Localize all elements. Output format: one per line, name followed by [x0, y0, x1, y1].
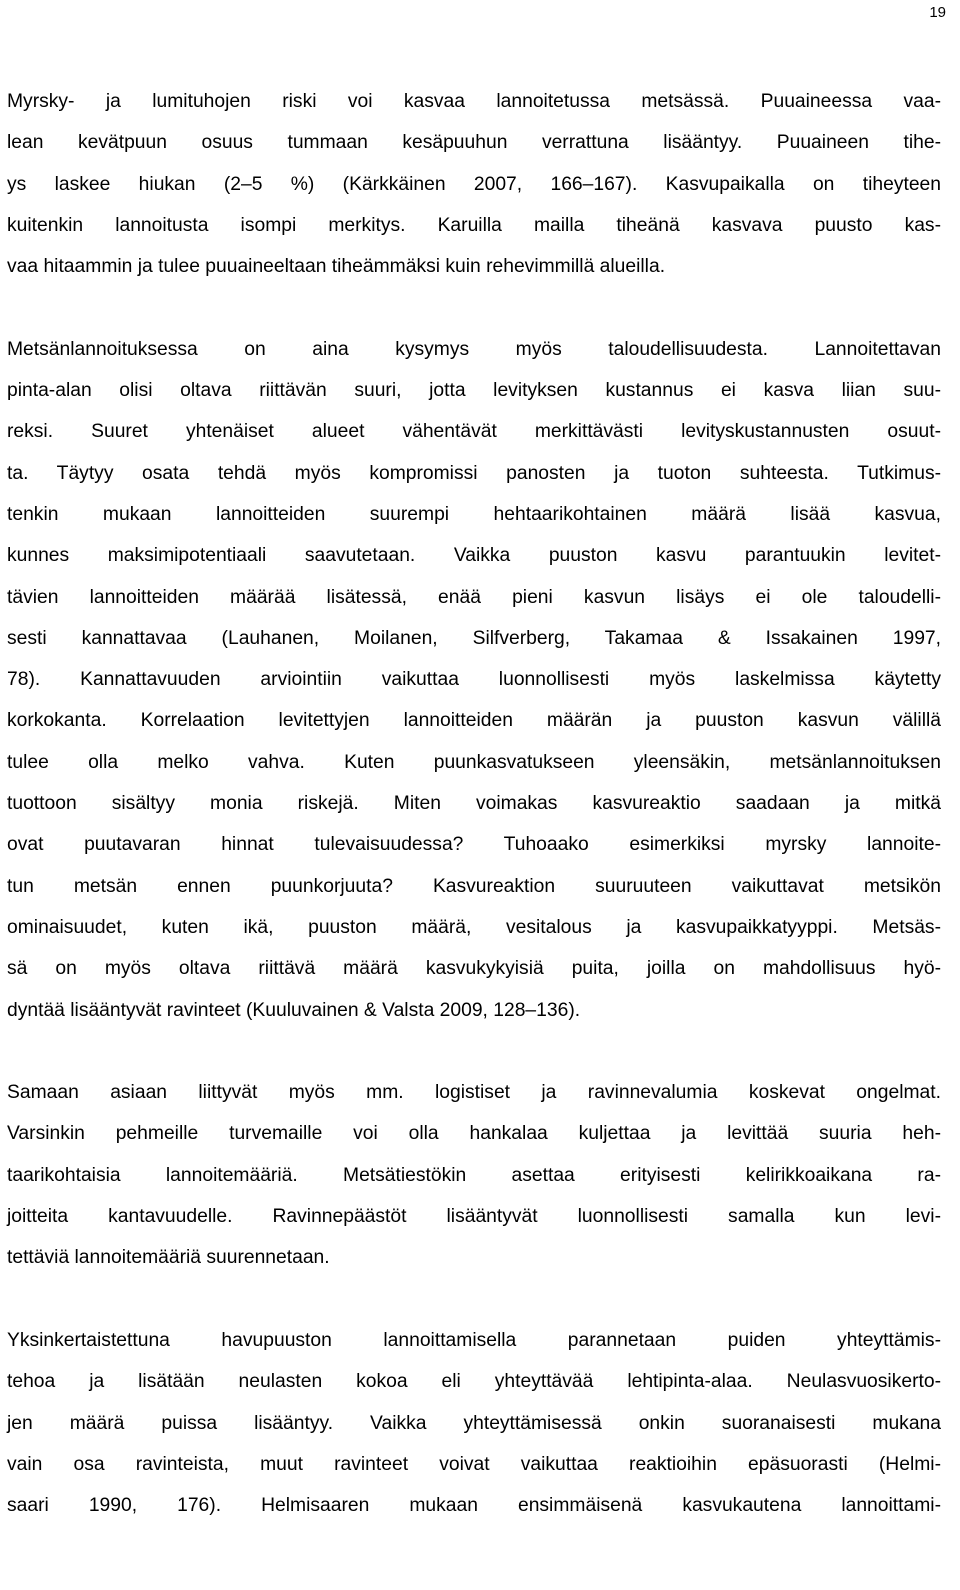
- text-line: dyntää lisääntyvät ravinteet (Kuuluvainen & Valsta 2009, 128–136).: [7, 999, 581, 1021]
- text-line: reksi. Suuret yhtenäiset alueet vähentävät merkittävästi levityskustannusten osuut-: [7, 421, 941, 443]
- text-line: pinta-alan olisi oltava riittävän suuri, jotta levityksen kustannus ei kasva liian suu-: [7, 380, 941, 402]
- text-line: vain osa ravinteista, muut ravinteet voivat vaikuttaa reaktioihin epäsuorasti (Helmi-: [7, 1453, 941, 1475]
- text-line: tenkin mukaan lannoitteiden suurempi hehtaarikohtainen määrä lisää kasvua,: [7, 503, 941, 525]
- text-line: ta. Täytyy osata tehdä myös kompromissi panosten ja tuoton suhteesta. Tutkimus-: [7, 462, 941, 484]
- text-line: ovat puutavaran hinnat tulevaisuudessa? Tuhoaako esimerkiksi myrsky lannoite-: [7, 834, 941, 856]
- page-number: 19: [929, 4, 946, 21]
- text-line: Varsinkin pehmeille turvemaille voi olla hankalaa kuljettaa ja levittää suuria heh-: [7, 1123, 941, 1145]
- paragraph-spacer: [7, 1279, 941, 1320]
- text-line: tuottoon sisältyy monia riskejä. Miten voimakas kasvureaktio saadaan ja mitkä: [7, 793, 941, 815]
- text-line: sä on myös oltava riittävä määrä kasvukykyisiä puita, joilla on mahdollisuus hyö-: [7, 958, 941, 980]
- text-line: tun metsän ennen puunkorjuuta? Kasvureaktion suuruuteen vaikuttavat metsikön: [7, 875, 941, 897]
- text-line: tettäviä lannoitemääriä suurennetaan.: [7, 1247, 330, 1269]
- text-line: tävien lannoitteiden määrää lisätessä, enää pieni kasvun lisäys ei ole taloudelli-: [7, 586, 941, 608]
- text-line: Metsänlannoituksessa on aina kysymys myös taloudellisuudesta. Lannoitettavan: [7, 338, 941, 360]
- text-line: taarikohtaisia lannoitemääriä. Metsätiestökin asettaa erityisesti kelirikkoaikana ra-: [7, 1164, 941, 1186]
- text-line: tulee olla melko vahva. Kuten puunkasvatukseen yleensäkin, metsänlannoituksen: [7, 751, 941, 773]
- text-line: saari 1990, 176). Helmisaaren mukaan ensimmäisenä kasvukautena lannoittami-: [7, 1495, 941, 1517]
- text-line: korkokanta. Korrelaation levitettyjen lannoitteiden määrän ja puuston kasvun välillä: [7, 710, 941, 732]
- text-line: Samaan asiaan liittyvät myös mm. logistiset ja ravinnevalumia koskevat ongelmat.: [7, 1082, 941, 1104]
- text-line: Yksinkertaistettuna havupuuston lannoittamisella parannetaan puiden yhteyttämis-: [7, 1329, 941, 1351]
- text-line: vaa hitaammin ja tulee puuaineeltaan tiheämmäksi kuin rehevimmillä alueilla.: [7, 256, 666, 278]
- text-line: lean kevätpuun osuus tummaan kesäpuuhun verrattuna lisääntyy. Puuaineen tihe-: [7, 132, 941, 154]
- paragraph-spacer: [7, 1031, 941, 1072]
- text-line: sesti kannattavaa (Lauhanen, Moilanen, Silfverberg, Takamaa & Issakainen 1997,: [7, 627, 941, 649]
- text-line: ominaisuudet, kuten ikä, puuston määrä, vesitalous ja kasvupaikkatyyppi. Metsäs-: [7, 916, 941, 938]
- text-line: joitteita kantavuudelle. Ravinnepäästöt lisääntyvät luonnollisesti samalla kun levi-: [7, 1206, 941, 1228]
- text-line: kuitenkin lannoitusta isompi merkitys. Karuilla mailla tiheänä kasvava puusto kas-: [7, 214, 941, 236]
- text-line: kunnes maksimipotentiaali saavutetaan. Vaikka puuston kasvu parantuukin levitet-: [7, 545, 941, 567]
- paragraph-3: [7, 1072, 941, 1278]
- document-body: [7, 81, 941, 1526]
- paragraph-spacer: [7, 287, 941, 328]
- text-line: tehoa ja lisätään neulasten kokoa eli yhteyttävää lehtipinta-alaa. Neulasvuosikerto-: [7, 1371, 941, 1393]
- paragraph-4: [7, 1320, 941, 1526]
- text-line: Myrsky- ja lumituhojen riski voi kasvaa lannoitetussa metsässä. Puuaineessa vaa-: [7, 91, 941, 112]
- paragraph-1: [7, 81, 941, 287]
- paragraph-2: [7, 329, 941, 1031]
- text-line: ys laskee hiukan (2–5 %) (Kärkkäinen 2007, 166–167). Kasvupaikalla on tiheyteen: [7, 173, 941, 195]
- text-line: jen määrä puissa lisääntyy. Vaikka yhteyttämisessä onkin suoranaisesti mukana: [7, 1412, 941, 1434]
- text-line: 78). Kannattavuuden arviointiin vaikuttaa luonnollisesti myös laskelmissa käytetty: [7, 669, 941, 691]
